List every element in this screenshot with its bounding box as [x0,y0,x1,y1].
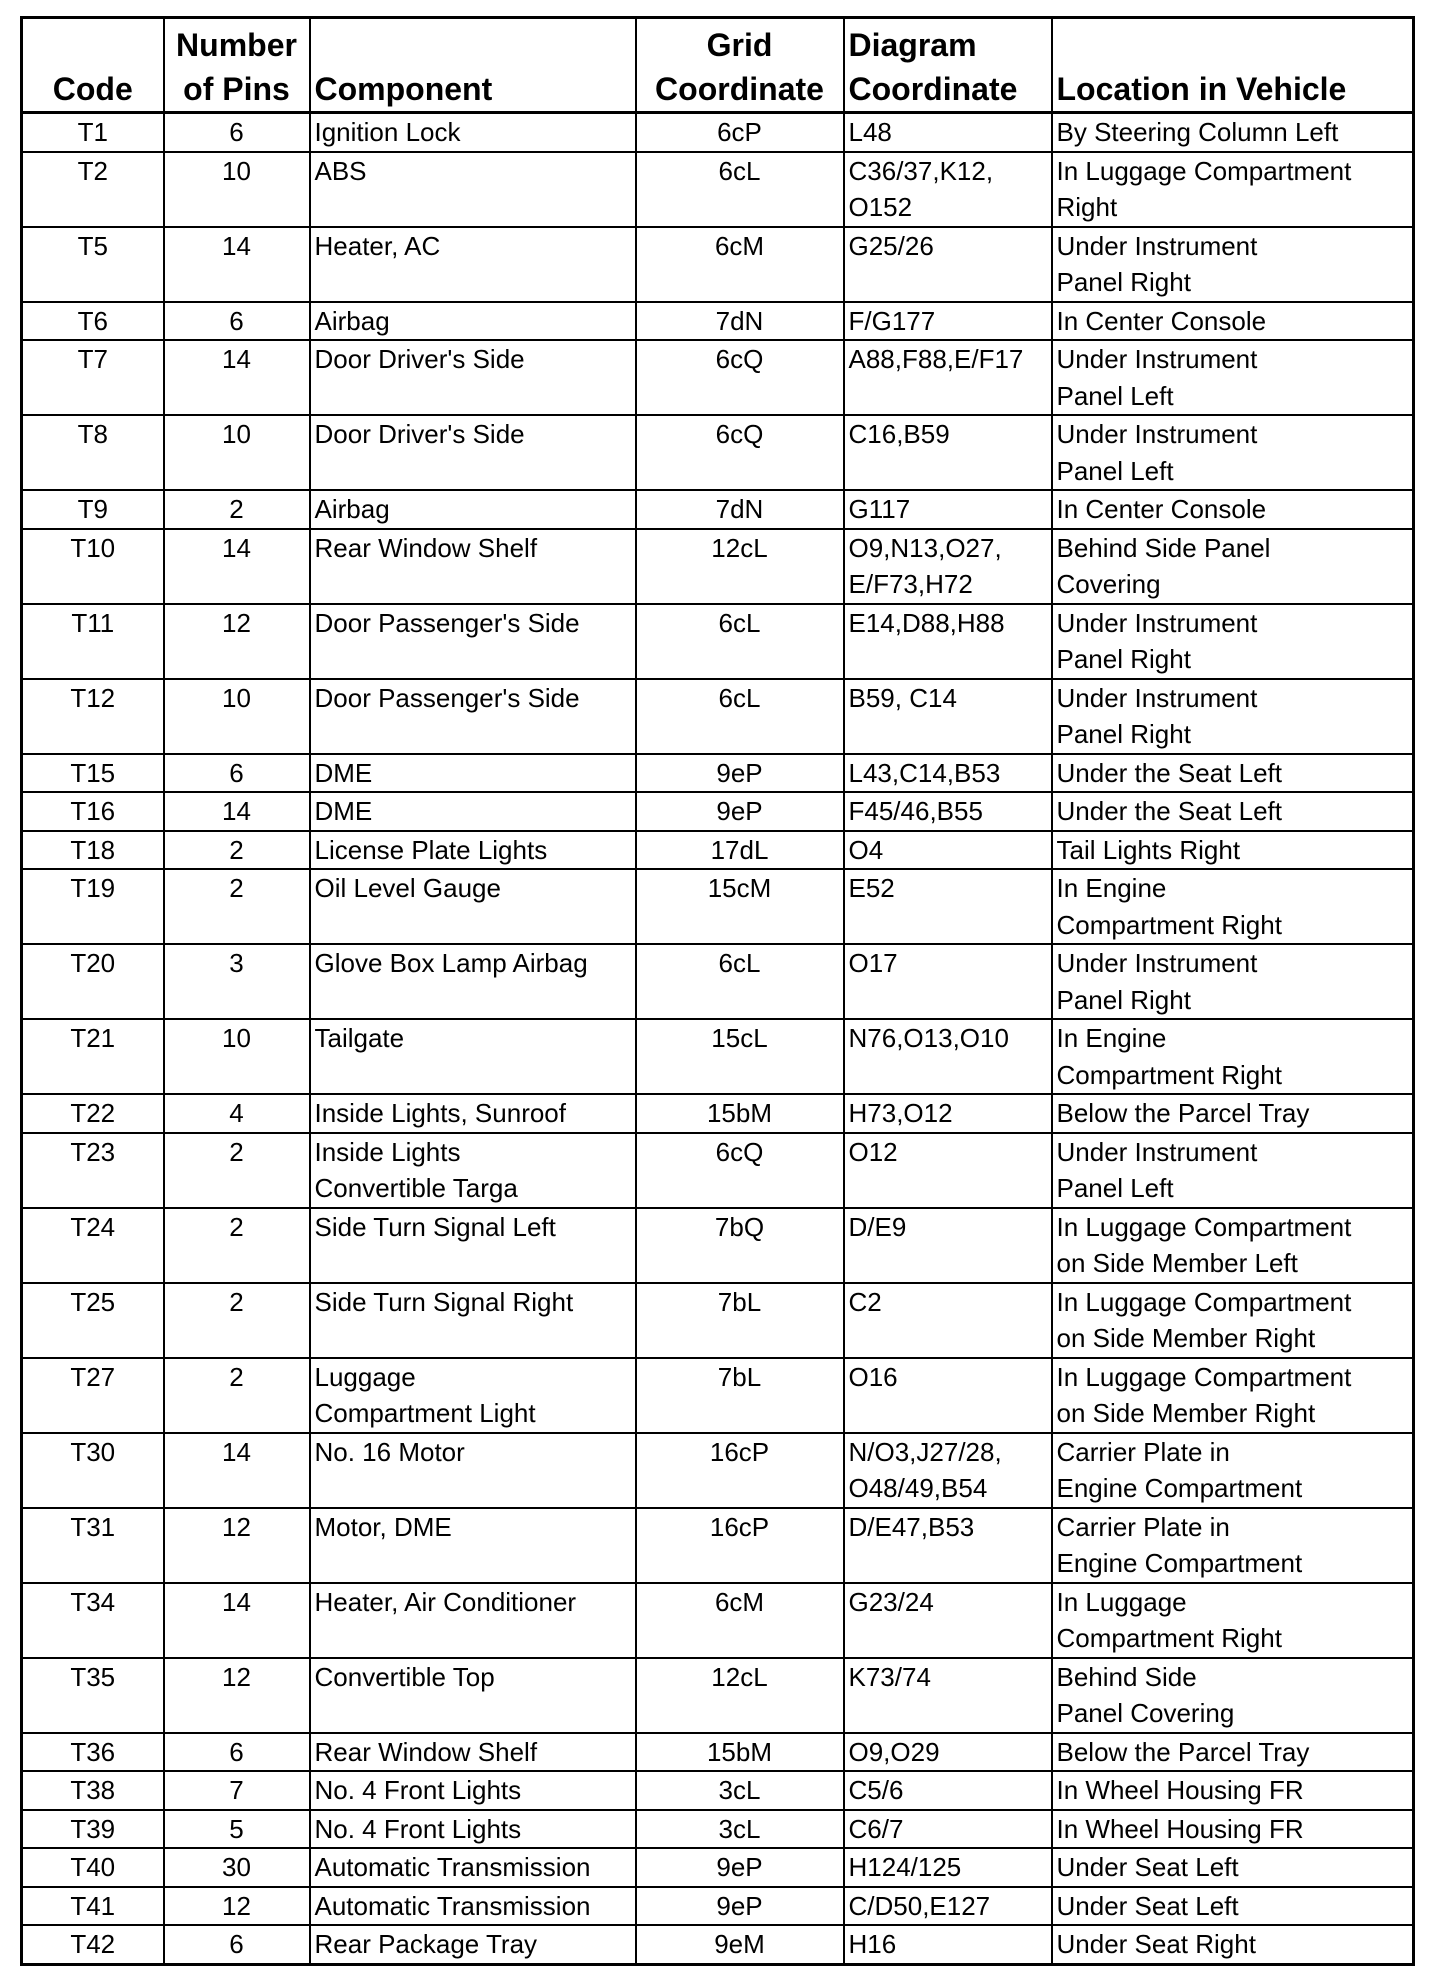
cell-diagram-coordinate: D/E9 [844,1208,1052,1283]
cell-component: Ignition Lock [310,113,636,152]
cell-grid-coordinate: 15bM [636,1094,844,1133]
cell-code: T21 [22,1019,164,1094]
cell-pins: 12 [164,1508,310,1583]
cell-grid-coordinate: 6cM [636,1583,844,1658]
cell-code: T7 [22,340,164,415]
cell-component: Rear Window Shelf [310,529,636,604]
cell-location: Tail Lights Right [1052,831,1414,870]
table-row [22,1094,1414,1133]
cell-component: DME [310,754,636,793]
cell-location: In Luggage Compartment Right [1052,152,1414,227]
cell-diagram-coordinate: F/G177 [844,302,1052,341]
cell-location: In Center Console [1052,490,1414,529]
cell-location: In Engine Compartment Right [1052,869,1414,944]
header-grid-coordinate: Grid Coordinate [636,18,844,113]
cell-grid-coordinate: 6cL [636,152,844,227]
table-row [22,1925,1414,1964]
cell-location: In Luggage Compartment on Side Member Right [1052,1283,1414,1358]
table-row [22,604,1414,679]
cell-grid-coordinate: 7dN [636,490,844,529]
cell-code: T23 [22,1133,164,1208]
table-row [22,1433,1414,1508]
cell-pins: 3 [164,944,310,1019]
header-code: Code [22,18,164,113]
cell-pins: 2 [164,869,310,944]
cell-code: T38 [22,1771,164,1810]
cell-code: T1 [22,113,164,152]
cell-pins: 6 [164,1925,310,1964]
cell-pins: 6 [164,113,310,152]
cell-code: T10 [22,529,164,604]
cell-diagram-coordinate: C2 [844,1283,1052,1358]
cell-pins: 10 [164,1019,310,1094]
cell-grid-coordinate: 6cQ [636,415,844,490]
cell-grid-coordinate: 6cL [636,604,844,679]
table-row [22,227,1414,302]
cell-grid-coordinate: 7bL [636,1283,844,1358]
cell-location: Under Instrument Panel Left [1052,340,1414,415]
cell-pins: 5 [164,1810,310,1849]
cell-grid-coordinate: 16cP [636,1433,844,1508]
header-component: Component [310,18,636,113]
cell-pins: 6 [164,1733,310,1772]
cell-code: T11 [22,604,164,679]
cell-location: Below the Parcel Tray [1052,1094,1414,1133]
cell-component: Luggage Compartment Light [310,1358,636,1433]
table-row [22,754,1414,793]
cell-location: Behind Side Panel Covering [1052,1658,1414,1733]
cell-code: T20 [22,944,164,1019]
cell-code: T15 [22,754,164,793]
cell-component: Rear Package Tray [310,1925,636,1964]
cell-grid-coordinate: 6cQ [636,340,844,415]
cell-grid-coordinate: 6cP [636,113,844,152]
header-diagram-coordinate: Diagram Coordinate [844,18,1052,113]
cell-component: Inside Lights, Sunroof [310,1094,636,1133]
cell-location: Under the Seat Left [1052,792,1414,831]
cell-grid-coordinate: 6cM [636,227,844,302]
cell-diagram-coordinate: D/E47,B53 [844,1508,1052,1583]
cell-location: Behind Side Panel Covering [1052,529,1414,604]
cell-grid-coordinate: 7bL [636,1358,844,1433]
cell-grid-coordinate: 15bM [636,1733,844,1772]
cell-grid-coordinate: 9eP [636,792,844,831]
cell-location: Carrier Plate in Engine Compartment [1052,1433,1414,1508]
cell-code: T40 [22,1848,164,1887]
table-row [22,1583,1414,1658]
cell-code: T22 [22,1094,164,1133]
cell-component: Heater, AC [310,227,636,302]
cell-diagram-coordinate: C6/7 [844,1810,1052,1849]
table-row [22,1208,1414,1283]
table-row [22,792,1414,831]
cell-component: Glove Box Lamp Airbag [310,944,636,1019]
table-row [22,302,1414,341]
cell-location: In Wheel Housing FR [1052,1810,1414,1849]
cell-diagram-coordinate: O9,N13,O27, E/F73,H72 [844,529,1052,604]
cell-pins: 14 [164,1433,310,1508]
cell-location: In Luggage Compartment Right [1052,1583,1414,1658]
cell-location: Under Instrument Panel Right [1052,227,1414,302]
cell-location: Under Instrument Panel Right [1052,604,1414,679]
cell-pins: 2 [164,831,310,870]
cell-pins: 6 [164,302,310,341]
cell-component: License Plate Lights [310,831,636,870]
cell-grid-coordinate: 6cL [636,679,844,754]
cell-component: Oil Level Gauge [310,869,636,944]
table-row [22,1658,1414,1733]
cell-location: Under Seat Left [1052,1887,1414,1926]
cell-component: Rear Window Shelf [310,1733,636,1772]
cell-component: Airbag [310,490,636,529]
cell-location: Under Instrument Panel Left [1052,1133,1414,1208]
cell-pins: 6 [164,754,310,793]
table-row [22,340,1414,415]
cell-code: T35 [22,1658,164,1733]
cell-code: T5 [22,227,164,302]
cell-code: T30 [22,1433,164,1508]
cell-grid-coordinate: 9eM [636,1925,844,1964]
table-row [22,1887,1414,1926]
cell-diagram-coordinate: O12 [844,1133,1052,1208]
table-row [22,490,1414,529]
cell-diagram-coordinate: C5/6 [844,1771,1052,1810]
cell-component: Door Passenger's Side [310,604,636,679]
cell-code: T34 [22,1583,164,1658]
table-row [22,113,1414,152]
cell-location: Under the Seat Left [1052,754,1414,793]
cell-component: No. 16 Motor [310,1433,636,1508]
cell-component: Door Passenger's Side [310,679,636,754]
table-row [22,1733,1414,1772]
cell-pins: 2 [164,1358,310,1433]
cell-diagram-coordinate: N76,O13,O10 [844,1019,1052,1094]
connector-table [20,16,1415,1966]
cell-pins: 2 [164,1283,310,1358]
header-pins: Number of Pins [164,18,310,113]
cell-pins: 12 [164,1658,310,1733]
cell-pins: 10 [164,679,310,754]
cell-location: Carrier Plate in Engine Compartment [1052,1508,1414,1583]
table-row [22,831,1414,870]
cell-location: In Center Console [1052,302,1414,341]
cell-location: Under Instrument Panel Right [1052,944,1414,1019]
cell-component: Tailgate [310,1019,636,1094]
cell-component: ABS [310,152,636,227]
cell-diagram-coordinate: K73/74 [844,1658,1052,1733]
table-row [22,1508,1414,1583]
cell-diagram-coordinate: O9,O29 [844,1733,1052,1772]
table-row [22,1848,1414,1887]
cell-pins: 10 [164,415,310,490]
cell-code: T24 [22,1208,164,1283]
cell-location: Under Seat Left [1052,1848,1414,1887]
cell-component: Door Driver's Side [310,415,636,490]
cell-pins: 12 [164,604,310,679]
cell-location: In Luggage Compartment on Side Member Right [1052,1358,1414,1433]
table-row [22,869,1414,944]
table-row [22,1810,1414,1849]
cell-diagram-coordinate: L43,C14,B53 [844,754,1052,793]
cell-pins: 10 [164,152,310,227]
cell-code: T18 [22,831,164,870]
cell-pins: 14 [164,1583,310,1658]
cell-grid-coordinate: 6cQ [636,1133,844,1208]
cell-code: T9 [22,490,164,529]
cell-pins: 30 [164,1848,310,1887]
table-row [22,529,1414,604]
cell-location: In Engine Compartment Right [1052,1019,1414,1094]
cell-diagram-coordinate: H124/125 [844,1848,1052,1887]
cell-component: Side Turn Signal Right [310,1283,636,1358]
cell-component: Automatic Transmission [310,1848,636,1887]
table-header-row [22,18,1414,113]
table-row [22,1283,1414,1358]
cell-component: No. 4 Front Lights [310,1771,636,1810]
cell-grid-coordinate: 17dL [636,831,844,870]
cell-diagram-coordinate: E52 [844,869,1052,944]
cell-code: T42 [22,1925,164,1964]
cell-pins: 2 [164,1133,310,1208]
cell-diagram-coordinate: L48 [844,113,1052,152]
cell-grid-coordinate: 9eP [636,754,844,793]
table-row [22,1358,1414,1433]
cell-grid-coordinate: 15cL [636,1019,844,1094]
header-location: Location in Vehicle [1052,18,1414,113]
cell-pins: 14 [164,340,310,415]
cell-component: Heater, Air Conditioner [310,1583,636,1658]
cell-code: T2 [22,152,164,227]
table-body [22,113,1414,1965]
cell-pins: 14 [164,227,310,302]
cell-diagram-coordinate: O4 [844,831,1052,870]
cell-diagram-coordinate: O16 [844,1358,1052,1433]
cell-component: Inside Lights Convertible Targa [310,1133,636,1208]
cell-component: Automatic Transmission [310,1887,636,1926]
cell-diagram-coordinate: O17 [844,944,1052,1019]
cell-pins: 7 [164,1771,310,1810]
cell-diagram-coordinate: G117 [844,490,1052,529]
cell-diagram-coordinate: C16,B59 [844,415,1052,490]
cell-grid-coordinate: 6cL [636,944,844,1019]
cell-grid-coordinate: 3cL [636,1771,844,1810]
cell-grid-coordinate: 12cL [636,1658,844,1733]
table-row [22,415,1414,490]
cell-code: T41 [22,1887,164,1926]
cell-component: DME [310,792,636,831]
cell-component: Motor, DME [310,1508,636,1583]
cell-diagram-coordinate: N/O3,J27/28, O48/49,B54 [844,1433,1052,1508]
cell-pins: 12 [164,1887,310,1926]
cell-component: No. 4 Front Lights [310,1810,636,1849]
cell-component: Door Driver's Side [310,340,636,415]
cell-diagram-coordinate: A88,F88,E/F17 [844,340,1052,415]
cell-code: T31 [22,1508,164,1583]
cell-diagram-coordinate: C36/37,K12, O152 [844,152,1052,227]
cell-location: In Luggage Compartment on Side Member Left [1052,1208,1414,1283]
cell-grid-coordinate: 16cP [636,1508,844,1583]
cell-diagram-coordinate: E14,D88,H88 [844,604,1052,679]
table-row [22,1133,1414,1208]
cell-grid-coordinate: 3cL [636,1810,844,1849]
cell-code: T25 [22,1283,164,1358]
cell-diagram-coordinate: G25/26 [844,227,1052,302]
cell-pins: 14 [164,529,310,604]
cell-component: Convertible Top [310,1658,636,1733]
cell-code: T27 [22,1358,164,1433]
table-row [22,944,1414,1019]
cell-location: Under Seat Right [1052,1925,1414,1964]
table-row [22,1771,1414,1810]
cell-location: Under Instrument Panel Left [1052,415,1414,490]
cell-location: Below the Parcel Tray [1052,1733,1414,1772]
cell-diagram-coordinate: F45/46,B55 [844,792,1052,831]
cell-grid-coordinate: 9eP [636,1887,844,1926]
cell-code: T12 [22,679,164,754]
cell-location: Under Instrument Panel Right [1052,679,1414,754]
cell-location: By Steering Column Left [1052,113,1414,152]
cell-grid-coordinate: 9eP [636,1848,844,1887]
connector-table-sheet [20,16,1412,1966]
cell-code: T6 [22,302,164,341]
table-row [22,152,1414,227]
table-row [22,1019,1414,1094]
cell-diagram-coordinate: C/D50,E127 [844,1887,1052,1926]
cell-diagram-coordinate: B59, C14 [844,679,1052,754]
cell-component: Side Turn Signal Left [310,1208,636,1283]
cell-diagram-coordinate: H73,O12 [844,1094,1052,1133]
cell-code: T19 [22,869,164,944]
cell-component: Airbag [310,302,636,341]
cell-grid-coordinate: 7dN [636,302,844,341]
cell-grid-coordinate: 7bQ [636,1208,844,1283]
cell-grid-coordinate: 12cL [636,529,844,604]
cell-pins: 2 [164,1208,310,1283]
cell-pins: 2 [164,490,310,529]
cell-code: T36 [22,1733,164,1772]
cell-diagram-coordinate: G23/24 [844,1583,1052,1658]
cell-location: In Wheel Housing FR [1052,1771,1414,1810]
cell-diagram-coordinate: H16 [844,1925,1052,1964]
cell-pins: 14 [164,792,310,831]
cell-code: T39 [22,1810,164,1849]
cell-code: T8 [22,415,164,490]
cell-code: T16 [22,792,164,831]
cell-grid-coordinate: 15cM [636,869,844,944]
cell-pins: 4 [164,1094,310,1133]
table-row [22,679,1414,754]
